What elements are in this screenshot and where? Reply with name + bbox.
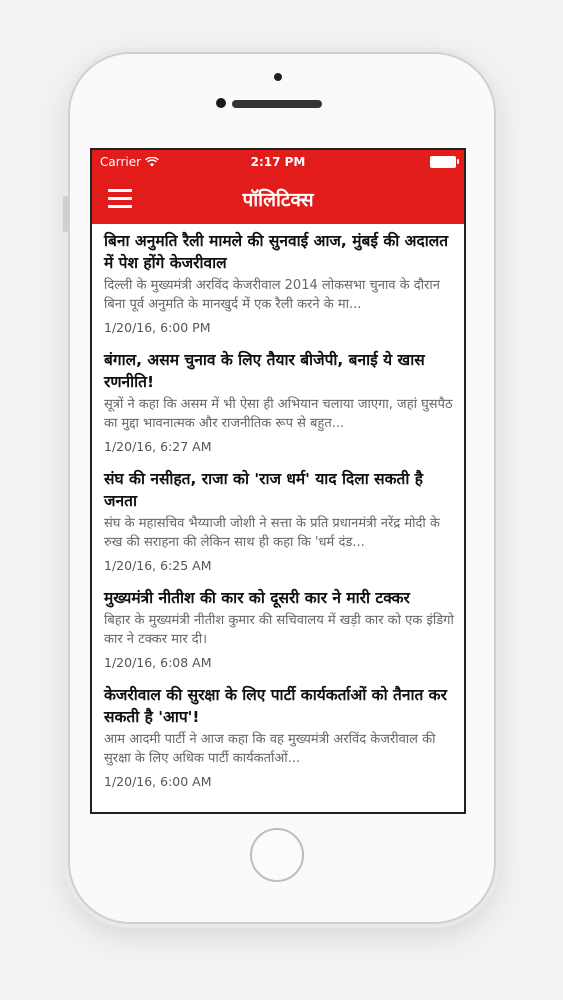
article-summary: संघ के महासचिव भैय्याजी जोशी ने सत्ता के प्रति प्रधानमंत्री नरेंद्र मोदी के रुख की सराहना की लेकिन साथ ही कहा कि 'धर्म दंड... <box>104 516 440 550</box>
article-title: बिना अनुमति रैली मामले की सुनवाई आज, मुंबई की अदालत में पेश होंगे केजरीवाल <box>104 232 449 272</box>
article-summary: आम आदमी पार्टी ने आज कहा कि वह मुख्यमंत्री अरविंद केजरीवाल की सुरक्षा के लिए अधिक पार्टी कार्यकर्ताओं... <box>104 732 436 766</box>
article-summary: दिल्ली के मुख्यमंत्री अरविंद केजरीवाल 2014 लोकसभा चुनाव के दौरान बिना पूर्व अनुमति के मानखुर्द में एक रैली करने के मा... <box>104 278 440 312</box>
article-title: मुख्यमंत्री नीतीश की कार को दूसरी कार ने मारी टक्कर <box>104 589 410 607</box>
article-date: 1/20/16, 6:08 AM <box>104 655 212 670</box>
article-date: 1/20/16, 6:27 AM <box>104 439 212 454</box>
article-summary: बिहार के मुख्यमंत्री नीतीश कुमार की सचिवालय में खड़ी कार को एक इंडिगो कार ने टक्कर मार दी। <box>104 613 454 647</box>
article-list <box>92 224 464 797</box>
article-date: 1/20/16, 6:00 AM <box>104 774 212 789</box>
article-summary: सूत्रों ने कहा कि असम में भी ऐसा ही अभियान चलाया जाएगा, जहां घुसपैठ का मुद्दा भावनात्मक और राजनीतिक रूप से बहुत... <box>104 397 453 431</box>
list-item[interactable] <box>92 224 464 343</box>
phone-side-button <box>63 196 68 232</box>
wifi-icon <box>145 157 159 167</box>
article-title: केजरीवाल की सुरक्षा के लिए पार्टी कार्यकर्ताओं को तैनात कर सकती है 'आप'! <box>104 686 447 726</box>
article-date: 1/20/16, 6:00 PM <box>104 320 211 335</box>
list-item[interactable] <box>92 343 464 462</box>
app-screen <box>90 148 466 814</box>
list-item[interactable] <box>92 581 464 678</box>
hamburger-menu-icon[interactable] <box>108 189 132 209</box>
front-camera <box>216 98 226 108</box>
status-time: 2:17 PM <box>250 155 306 169</box>
page-title: पॉलिटिक्स <box>242 189 314 211</box>
article-title: बंगाल, असम चुनाव के लिए तैयार बीजेपी, बनाई ये खास रणनीति! <box>104 351 425 391</box>
list-item[interactable] <box>92 678 464 797</box>
front-sensor <box>274 73 282 81</box>
carrier-label: Carrier <box>100 155 142 169</box>
list-item[interactable] <box>92 462 464 581</box>
battery-icon <box>430 156 456 168</box>
home-button[interactable] <box>250 828 304 882</box>
status-bar <box>92 150 464 174</box>
nav-bar <box>92 174 464 224</box>
earpiece-speaker <box>232 100 322 108</box>
article-date: 1/20/16, 6:25 AM <box>104 558 212 573</box>
article-title: संघ की नसीहत, राजा को 'राज धर्म' याद दिला सकती है जनता <box>104 470 423 510</box>
